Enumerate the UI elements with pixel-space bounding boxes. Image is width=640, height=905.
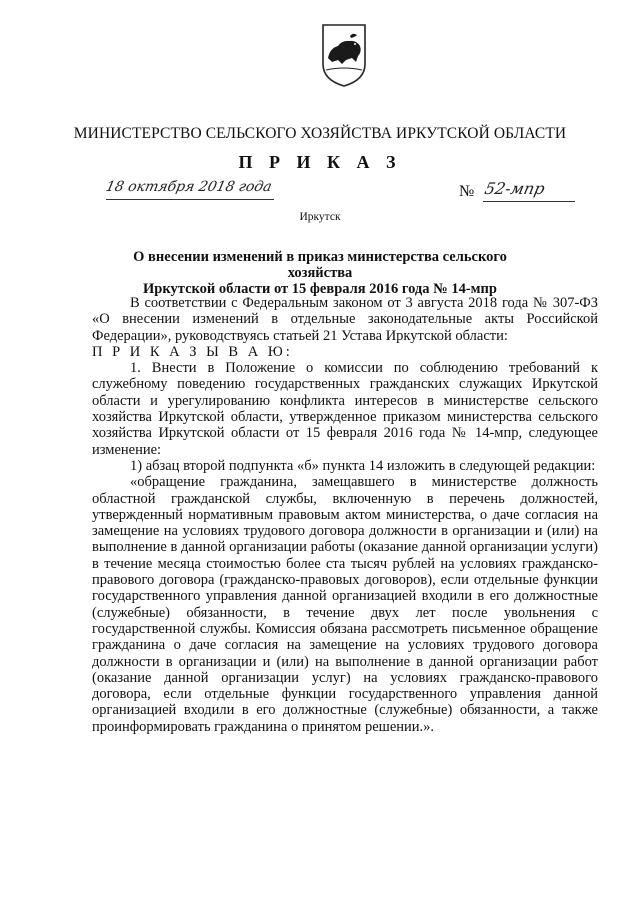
subject-line-2: Иркутской области от 15 февраля 2016 года № 14-мпр bbox=[143, 281, 497, 297]
document-body bbox=[92, 295, 598, 735]
number-underline bbox=[483, 201, 575, 202]
quoted-text-paragraph: «обращение гражданина, замещавшего в министерстве должность областной гражданской службы, включенную в перечень должностей, утвержденный нормативным правовым актом министерства, о даче согласия на замещение на условиях трудового договора должности в организации и (или) на выполнение в данной организации работы (оказание данной организации услуги) в течение месяца стоимостью более ста тысяч рублей на условиях гражданско-правового договора (гражданско-правовых договоров), если отдельные функции государственного управления данной организацией входили в его должностные (служебные) обязанности, в течение двух лет после увольнения с государственной службы. Комиссия обязана рассмотреть письменное обращение гражданина о даче согласия на замещение на условиях трудового договора должности в организации и (или) на выполнение в данной организации работ (оказание данной организации услуг) на условиях гражданско-правового договора, если отдельные функции государственного управления данной организацией входили в его должностные (служебные) обязанности, а также проинформировать гражданина о принятом решении.». bbox=[92, 474, 598, 735]
coat-of-arms-icon bbox=[320, 22, 368, 88]
subject-line-1: О внесении изменений в приказ министерства сельского хозяйства bbox=[133, 249, 507, 281]
order-word: П Р И К А З Ы В А Ю: bbox=[92, 343, 293, 360]
number-handwritten-text: 52-мпр bbox=[482, 179, 547, 198]
document-type: П Р И К А З bbox=[238, 152, 402, 172]
item-1-1-paragraph: 1) абзац второй подпункта «б» пункта 14 изложить в следующей редакции: bbox=[130, 457, 596, 474]
date-handwritten-text: 18 октября 2018 года bbox=[104, 179, 274, 195]
date-underline bbox=[106, 199, 274, 200]
preamble-paragraph: В соответствии с Федеральным законом от 3 августа 2018 года № 307-ФЗ «О внесении изменений в отдельные законодательные акты Российской Федерации», руководствуясь статьей 21 Устава Иркутской области: bbox=[92, 295, 598, 344]
item-1-paragraph: 1. Внести в Положение о комиссии по соблюдению требований к служебному поведению государственных гражданских служащих Иркутской области и урегулированию конфликта интересов в министерстве сельского хозяйства Иркутской области, утвержденное приказом министерства сельского хозяйства Иркутской области от 15 февраля 2016 года № 14-мпр, следующее изменение: bbox=[92, 360, 598, 458]
number-sign: № bbox=[459, 183, 475, 200]
document-number bbox=[459, 179, 579, 207]
city: Иркутск bbox=[299, 211, 341, 223]
ministry-title: МИНИСТЕРСТВО СЕЛЬСКОГО ХОЗЯЙСТВА ИРКУТСКОЙ ОБЛАСТИ bbox=[73, 125, 567, 142]
document-subject bbox=[100, 249, 540, 297]
handwritten-date bbox=[106, 178, 276, 202]
